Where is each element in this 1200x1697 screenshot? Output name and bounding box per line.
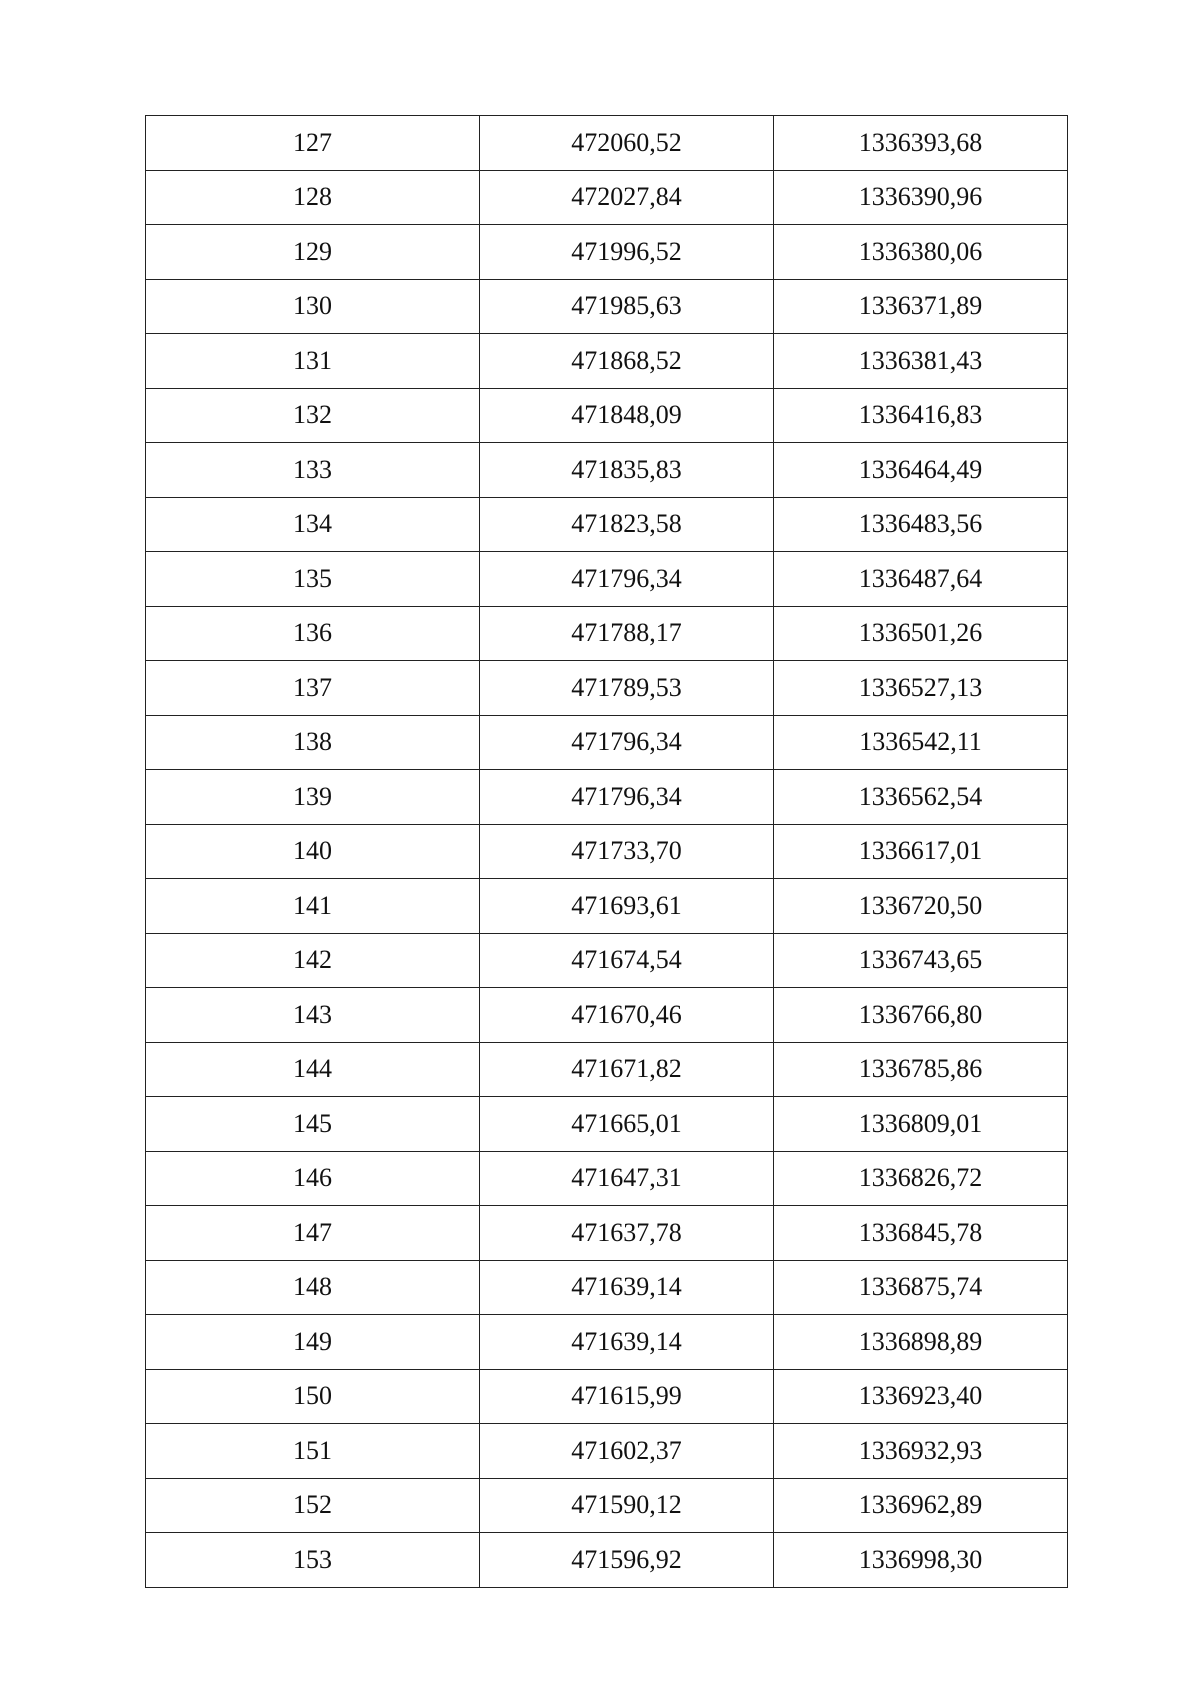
point-number-cell: 139 [146, 770, 480, 825]
y-coordinate-cell: 1336898,89 [774, 1315, 1068, 1370]
table-row [146, 606, 1068, 661]
x-coordinate-cell: 471868,52 [480, 334, 774, 389]
table-row [146, 1315, 1068, 1370]
x-coordinate-cell: 471996,52 [480, 225, 774, 280]
point-number-cell: 140 [146, 824, 480, 879]
table-row [146, 661, 1068, 716]
table-row [146, 225, 1068, 280]
x-coordinate-cell: 471639,14 [480, 1315, 774, 1370]
point-number-cell: 153 [146, 1533, 480, 1588]
point-number-cell: 129 [146, 225, 480, 280]
table-row [146, 1151, 1068, 1206]
y-coordinate-cell: 1336487,64 [774, 552, 1068, 607]
table-row [146, 879, 1068, 934]
y-coordinate-cell: 1336464,49 [774, 443, 1068, 498]
table-row [146, 715, 1068, 770]
y-coordinate-cell: 1336562,54 [774, 770, 1068, 825]
y-coordinate-cell: 1336826,72 [774, 1151, 1068, 1206]
y-coordinate-cell: 1336720,50 [774, 879, 1068, 934]
y-coordinate-cell: 1336483,56 [774, 497, 1068, 552]
point-number-cell: 143 [146, 988, 480, 1043]
y-coordinate-cell: 1336542,11 [774, 715, 1068, 770]
table-row [146, 552, 1068, 607]
x-coordinate-cell: 471647,31 [480, 1151, 774, 1206]
table-row [146, 1369, 1068, 1424]
y-coordinate-cell: 1336785,86 [774, 1042, 1068, 1097]
point-number-cell: 147 [146, 1206, 480, 1261]
x-coordinate-cell: 471835,83 [480, 443, 774, 498]
x-coordinate-cell: 471789,53 [480, 661, 774, 716]
point-number-cell: 146 [146, 1151, 480, 1206]
x-coordinate-cell: 471693,61 [480, 879, 774, 934]
y-coordinate-cell: 1336998,30 [774, 1533, 1068, 1588]
y-coordinate-cell: 1336743,65 [774, 933, 1068, 988]
point-number-cell: 131 [146, 334, 480, 389]
table-row [146, 1260, 1068, 1315]
x-coordinate-cell: 471733,70 [480, 824, 774, 879]
table-row [146, 116, 1068, 171]
x-coordinate-cell: 471796,34 [480, 770, 774, 825]
point-number-cell: 128 [146, 170, 480, 225]
x-coordinate-cell: 471665,01 [480, 1097, 774, 1152]
x-coordinate-cell: 471596,92 [480, 1533, 774, 1588]
y-coordinate-cell: 1336381,43 [774, 334, 1068, 389]
table-row [146, 1424, 1068, 1479]
x-coordinate-cell: 471848,09 [480, 388, 774, 443]
point-number-cell: 137 [146, 661, 480, 716]
point-number-cell: 151 [146, 1424, 480, 1479]
table-row [146, 1533, 1068, 1588]
x-coordinate-cell: 471590,12 [480, 1478, 774, 1533]
point-number-cell: 133 [146, 443, 480, 498]
x-coordinate-cell: 471615,99 [480, 1369, 774, 1424]
coordinates-table [145, 115, 1068, 1588]
point-number-cell: 150 [146, 1369, 480, 1424]
point-number-cell: 134 [146, 497, 480, 552]
table-row [146, 443, 1068, 498]
table-row [146, 1206, 1068, 1261]
x-coordinate-cell: 471788,17 [480, 606, 774, 661]
table-row [146, 1097, 1068, 1152]
table-row [146, 933, 1068, 988]
x-coordinate-cell: 471637,78 [480, 1206, 774, 1261]
y-coordinate-cell: 1336371,89 [774, 279, 1068, 334]
x-coordinate-cell: 472060,52 [480, 116, 774, 171]
y-coordinate-cell: 1336875,74 [774, 1260, 1068, 1315]
y-coordinate-cell: 1336617,01 [774, 824, 1068, 879]
y-coordinate-cell: 1336845,78 [774, 1206, 1068, 1261]
point-number-cell: 135 [146, 552, 480, 607]
x-coordinate-cell: 471985,63 [480, 279, 774, 334]
y-coordinate-cell: 1336416,83 [774, 388, 1068, 443]
table-row [146, 824, 1068, 879]
x-coordinate-cell: 471670,46 [480, 988, 774, 1043]
point-number-cell: 136 [146, 606, 480, 661]
table-row [146, 334, 1068, 389]
x-coordinate-cell: 471671,82 [480, 1042, 774, 1097]
y-coordinate-cell: 1336923,40 [774, 1369, 1068, 1424]
table-row [146, 770, 1068, 825]
coordinates-table-body [146, 116, 1068, 1588]
table-row [146, 279, 1068, 334]
x-coordinate-cell: 471823,58 [480, 497, 774, 552]
x-coordinate-cell: 471602,37 [480, 1424, 774, 1479]
y-coordinate-cell: 1336501,26 [774, 606, 1068, 661]
y-coordinate-cell: 1336932,93 [774, 1424, 1068, 1479]
table-row [146, 170, 1068, 225]
table-row [146, 388, 1068, 443]
table-row [146, 1478, 1068, 1533]
point-number-cell: 152 [146, 1478, 480, 1533]
x-coordinate-cell: 472027,84 [480, 170, 774, 225]
point-number-cell: 127 [146, 116, 480, 171]
table-row [146, 1042, 1068, 1097]
point-number-cell: 141 [146, 879, 480, 934]
y-coordinate-cell: 1336809,01 [774, 1097, 1068, 1152]
y-coordinate-cell: 1336393,68 [774, 116, 1068, 171]
point-number-cell: 145 [146, 1097, 480, 1152]
y-coordinate-cell: 1336390,96 [774, 170, 1068, 225]
point-number-cell: 144 [146, 1042, 480, 1097]
table-row [146, 497, 1068, 552]
point-number-cell: 138 [146, 715, 480, 770]
y-coordinate-cell: 1336962,89 [774, 1478, 1068, 1533]
x-coordinate-cell: 471796,34 [480, 552, 774, 607]
point-number-cell: 132 [146, 388, 480, 443]
point-number-cell: 148 [146, 1260, 480, 1315]
point-number-cell: 142 [146, 933, 480, 988]
y-coordinate-cell: 1336766,80 [774, 988, 1068, 1043]
x-coordinate-cell: 471639,14 [480, 1260, 774, 1315]
x-coordinate-cell: 471796,34 [480, 715, 774, 770]
point-number-cell: 130 [146, 279, 480, 334]
x-coordinate-cell: 471674,54 [480, 933, 774, 988]
y-coordinate-cell: 1336527,13 [774, 661, 1068, 716]
y-coordinate-cell: 1336380,06 [774, 225, 1068, 280]
table-row [146, 988, 1068, 1043]
point-number-cell: 149 [146, 1315, 480, 1370]
